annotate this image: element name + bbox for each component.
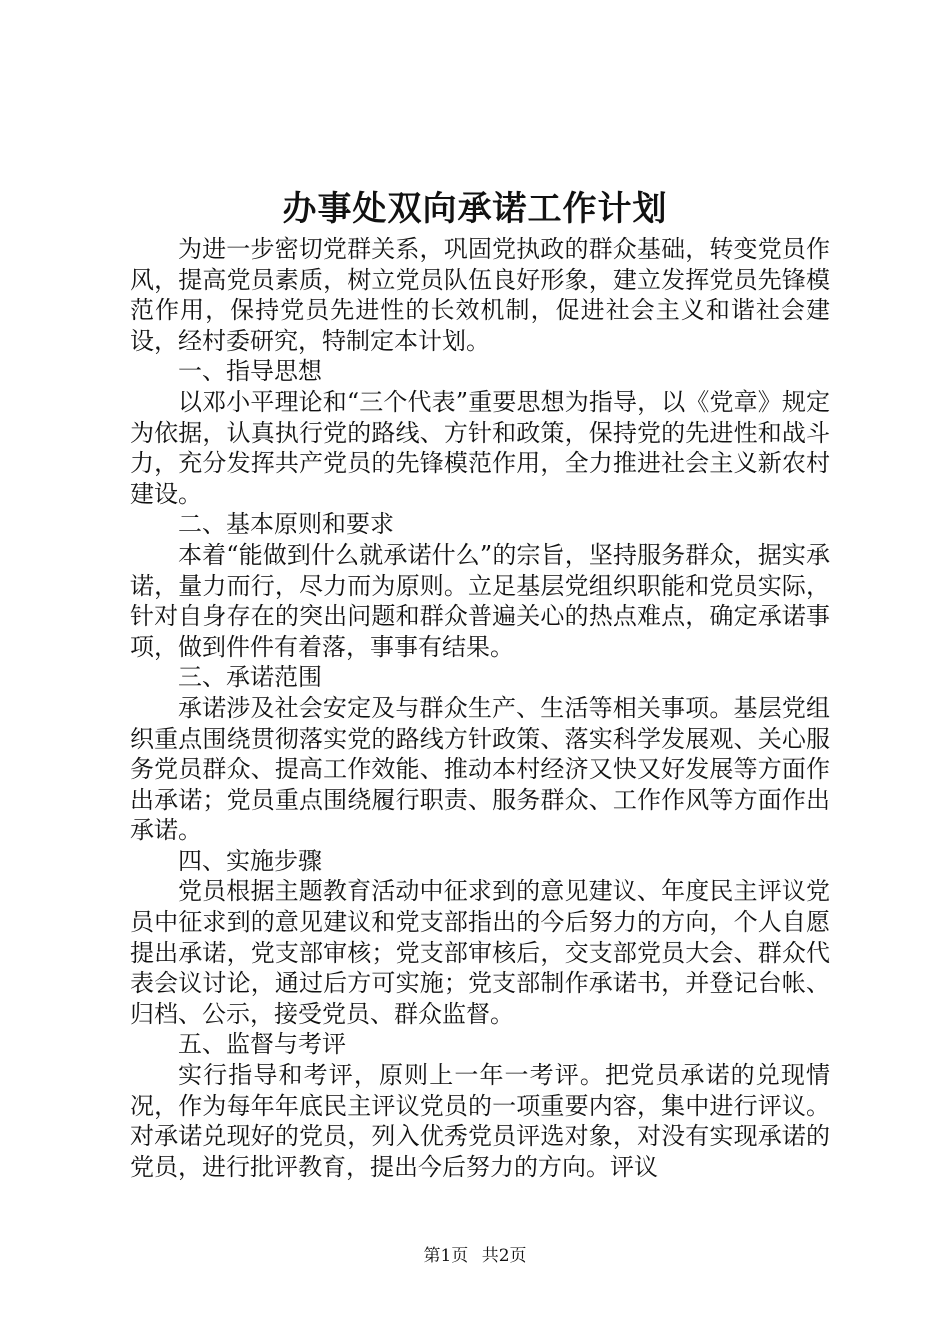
paragraph-principles: 本着“能做到什么就承诺什么”的宗旨，坚持服务群众，据实承诺，量力而行，尽力而为原则。立足基层党组织职能和党员实际，针对自身存在的突出问题和群众普遍关心的热点难点，确定承诺事项，做到件件有着落，事事有结果。 — [130, 540, 830, 661]
paragraph-guiding-ideology: 以邓小平理论和“三个代表”重要思想为指导，以《党章》规定为依据，认真执行党的路线、方针和政策，保持党的先进性和战斗力，充分发挥共产党员的先锋模范作用，全力推进社会主义新农村建设。 — [130, 387, 830, 508]
section-heading-principles: 二、基本原则和要求 — [178, 510, 394, 539]
section-heading-scope: 三、承诺范围 — [178, 663, 322, 692]
section-heading-guiding-ideology: 一、指导思想 — [178, 357, 322, 386]
document-title: 办事处双向承诺工作计划 — [282, 189, 668, 229]
section-heading-steps: 四、实施步骤 — [178, 846, 322, 875]
page-total: 共2页 — [481, 1246, 527, 1266]
paragraph-supervision: 实行指导和考评，原则上一年一考评。把党员承诺的兑现情况，作为每年年底民主评议党员的一项重要内容，集中进行评议。对承诺兑现好的党员，列入优秀党员评选对象，对没有实现承诺的党员，进行批评教育，提出今后努力的方向。评议 — [130, 1061, 830, 1181]
section-heading-supervision: 五、监督与考评 — [178, 1030, 346, 1059]
paragraph-intro: 为进一步密切党群关系，巩固党执政的群众基础，转变党员作风，提高党员素质，树立党员队伍良好形象，建立发挥党员先锋模范作用，保持党员先进性的长效机制，促进社会主义和谐社会建设，经村委研究，特制定本计划。 — [130, 235, 830, 355]
page-footer — [0, 1244, 950, 1268]
page-number: 第1页 — [423, 1246, 469, 1266]
paragraph-scope: 承诺涉及社会安定及与群众生产、生活等相关事项。基层党组织重点围绕贯彻落实党的路线方针政策、落实科学发展观、关心服务党员群众、提高工作效能、推动本村经济又快又好发展等方面作出承诺；党员重点围绕履行职责、服务群众、工作作风等方面作出承诺。 — [130, 693, 830, 845]
document-body — [130, 234, 830, 1182]
paragraph-steps: 党员根据主题教育活动中征求到的意见建议、年度民主评议党员中征求到的意见建议和党支部指出的今后努力的方向，个人自愿提出承诺，党支部审核；党支部审核后，交支部党员大会、群众代表会议讨论，通过后方可实施；党支部制作承诺书，并登记台帐、归档、公示，接受党员、群众监督。 — [130, 877, 830, 1028]
